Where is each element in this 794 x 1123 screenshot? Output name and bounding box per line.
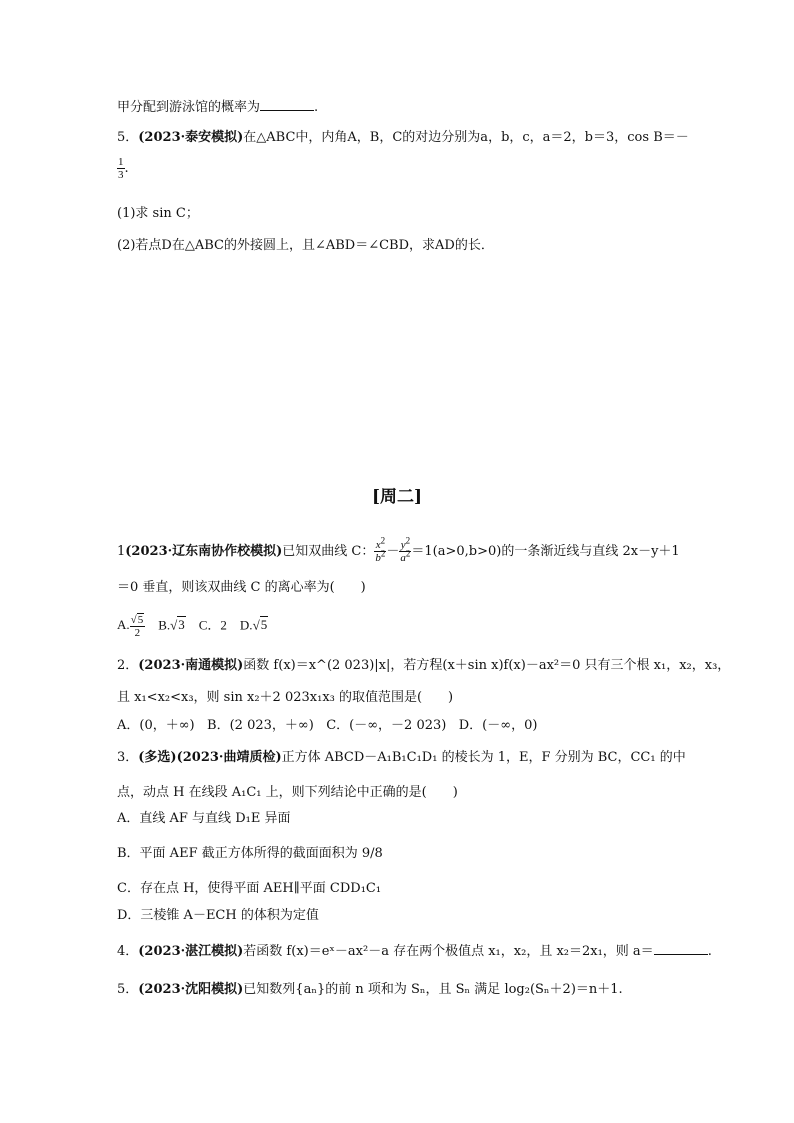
section-title: [周二] <box>371 487 423 507</box>
option-a[interactable]: A．直线 AF 与直线 D₁E 异面 <box>117 811 291 826</box>
question-1: 1(2023·辽东南协作校模拟)已知双曲线 C： $\frac{x^2}{b^2}$ － $\frac{y^2}{a^2}$ ＝1(a>0,b>0)的一条渐近线与直线 2x－y＋1 <box>117 535 680 564</box>
question-source: (多选)(2023·曲靖质检) <box>138 750 282 765</box>
question-source: (2023·泰安模拟) <box>138 130 244 145</box>
question-5-part-2: (2)若点D在△ABC的外接圆上，且∠ABD＝∠CBD，求AD的长． <box>117 238 494 253</box>
question-5-part-1: (1)求 sin C； <box>117 206 199 221</box>
option-b[interactable]: B．平面 AEF 截正方体所得的截面面积为 9/8 <box>117 846 383 861</box>
question-1-options <box>117 614 268 639</box>
fraction-one-third: $\frac{1}{3}$ . <box>118 156 129 181</box>
option-d[interactable]: D．(－∞，0) <box>458 718 538 733</box>
question-4: 4．(2023·湛江模拟)若函数 f(x)＝eˣ－ax²－a 存在两个极值点 x₁，x₂，且 x₂＝2x₁，则 a＝ . <box>117 944 712 959</box>
question-3: 3．(多选)(2023·曲靖质检)正方体 ABCD－A₁B₁C₁D₁ 的棱长为 1，E，F 分别为 BC，CC₁ 的中 <box>117 750 686 765</box>
option-a[interactable]: A. $\frac{√5}{2}$ <box>117 614 144 639</box>
question-2-options <box>117 718 537 734</box>
option-c[interactable]: C．存在点 H，使得平面 AEH∥平面 CDD₁C₁ <box>117 881 382 896</box>
option-a[interactable]: A．(0，＋∞) <box>117 718 195 733</box>
answer-blank[interactable] <box>260 98 314 111</box>
question-2: 2．(2023·南通模拟)函数 f(x)＝x^(2 023)|x|，若方程(x＋sin x)f(x)－ax²＝0 只有三个根 x₁，x₂，x₃， <box>117 658 731 673</box>
option-c[interactable]: C．2 <box>198 617 227 633</box>
option-d[interactable]: D.√5 <box>239 617 268 633</box>
option-b[interactable]: B．(2 023，＋∞) <box>207 718 314 733</box>
question-1-cont: ＝0 垂直，则该双曲线 C 的离心率为( ) <box>117 580 366 595</box>
question-source: (2023·沈阳模拟) <box>138 982 244 997</box>
question-source: (2023·辽东南协作校模拟) <box>125 544 283 559</box>
answer-blank[interactable] <box>654 942 708 955</box>
option-b[interactable]: B.√3 <box>158 617 185 633</box>
question-3-cont: 点，动点 H 在线段 A₁C₁ 上，则下列结论中正确的是( ) <box>117 785 458 800</box>
question-5-prev: 5．(2023·泰安模拟)在△ABC中，内角A，B，C的对边分别为a，b，c，a＝2，b＝3，cos B＝－ <box>117 130 689 145</box>
option-d[interactable]: D．三棱锥 A－ECH 的体积为定值 <box>117 908 319 923</box>
option-c[interactable]: C．(－∞，－2 023) <box>326 718 447 733</box>
question-5: 5．(2023·沈阳模拟)已知数列{aₙ}的前 n 项和为 Sₙ，且 Sₙ 满足 log₂(Sₙ＋2)＝n＋1. <box>117 982 623 997</box>
question-source: (2023·湛江模拟) <box>138 944 244 959</box>
fraction-y2-a2: $\frac{y^2}{a^2}$ <box>400 535 411 564</box>
fraction-x2-b2: $\frac{x^2}{b^2}$ <box>375 535 386 564</box>
fragment-text: 甲分配到游泳馆的概率为 <box>117 100 261 115</box>
question-2-cont: 且 x₁<x₂<x₃，则 sin x₂＋2 023x₁x₃ 的取值范围是( ) <box>117 690 454 705</box>
prev-question-fragment: 甲分配到游泳馆的概率为 . <box>117 100 319 115</box>
question-source: (2023·南通模拟) <box>138 658 244 673</box>
question-stem: 在△ABC中，内角A，B，C的对边分别为a，b，c，a＝2，b＝3，cos B＝－ <box>243 130 689 145</box>
